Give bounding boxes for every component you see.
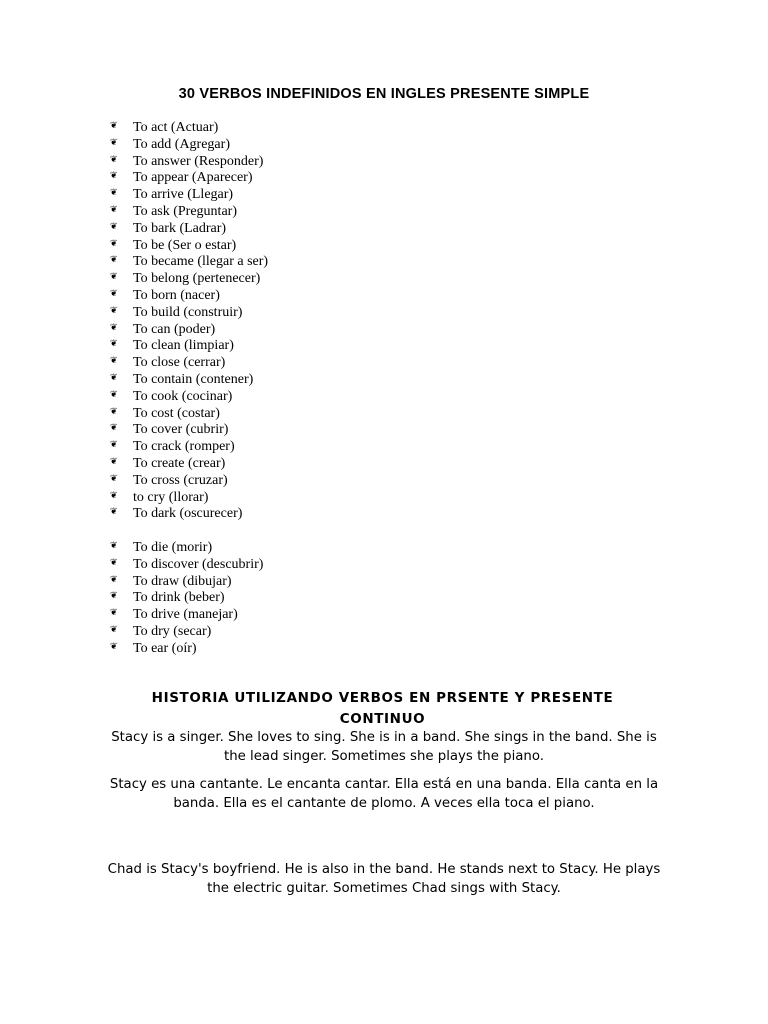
verb-list-item: [0, 355, 268, 372]
verb-list-item: [0, 557, 263, 574]
verb-text: To clean (limpiar): [133, 338, 234, 354]
verb-list-item: [0, 204, 268, 221]
verb-text: To became (llegar a ser): [133, 254, 269, 270]
verb-list-item: [0, 137, 268, 154]
story-paragraph-english-1: Stacy is a singer. She loves to sing. She is in a band. She sings in the band. She is the lead singer. Sometimes she plays the piano.: [111, 730, 657, 764]
bullet-icon: ❦: [110, 455, 118, 466]
bullet-icon: ❦: [110, 287, 118, 298]
bullet-icon: ❦: [110, 120, 118, 130]
verb-text: To close (cerrar): [133, 355, 226, 371]
verb-list-item: [0, 271, 268, 288]
bullet-icon: ❦: [110, 607, 118, 618]
verb-text: To act (Actuar): [133, 120, 219, 135]
verb-list-item: [0, 506, 268, 523]
verb-text: To cross (cruzar): [133, 472, 228, 488]
verb-list-item: [0, 322, 268, 339]
verb-text: To build (construir): [133, 304, 243, 320]
verb-list-item: [0, 221, 268, 238]
verb-list-item: [0, 154, 268, 171]
bullet-icon: ❦: [110, 623, 118, 634]
verb-text: To answer (Responder): [133, 153, 264, 169]
bullet-icon: ❦: [110, 405, 118, 416]
verb-text: To born (nacer): [133, 287, 220, 303]
verb-list-item: [0, 590, 263, 607]
bullet-icon: ❦: [110, 540, 118, 550]
verb-list-item: [0, 490, 268, 507]
verb-list-item: [0, 238, 268, 255]
verb-list-item: [0, 607, 263, 624]
verb-text: To arrive (Llegar): [133, 187, 234, 203]
bullet-icon: ❦: [110, 355, 118, 366]
bullet-icon: ❦: [110, 439, 118, 450]
bullet-icon: ❦: [110, 556, 118, 567]
verb-list-item: [0, 641, 263, 658]
verb-list-item: [0, 170, 268, 187]
verb-list-item: [0, 372, 268, 389]
story-paragraph-english-2: Chad is Stacy's boyfriend. He is also in the band. He stands next to Stacy. He plays the electric guitar. Sometimes Chad sings with Stacy.: [107, 862, 661, 896]
story-heading: HISTORIA UTILIZANDO VERBOS EN PRSENTE Y PRESENTE CONTINUO: [151, 690, 614, 727]
verb-text: To add (Agregar): [133, 136, 230, 152]
verb-text: To discover (descubrir): [133, 556, 264, 572]
verb-list-2: [0, 540, 263, 658]
bullet-icon: ❦: [110, 590, 118, 601]
verb-list-item: [0, 288, 268, 305]
verb-text: To ask (Preguntar): [133, 203, 237, 219]
verb-list-item: [0, 473, 268, 490]
bullet-icon: ❦: [110, 338, 118, 349]
bullet-icon: ❦: [110, 187, 118, 198]
bullet-icon: ❦: [110, 170, 118, 181]
bullet-icon: ❦: [110, 153, 118, 164]
bullet-icon: ❦: [110, 573, 118, 584]
bullet-icon: ❦: [110, 472, 118, 483]
bullet-icon: ❦: [110, 136, 118, 147]
verb-text: To cover (cubrir): [133, 422, 229, 438]
verb-list-item: [0, 624, 263, 641]
verb-list-item: [0, 389, 268, 406]
verb-list-item: [0, 187, 268, 204]
verb-text: To dark (oscurecer): [133, 506, 243, 522]
verb-list-item: [0, 574, 263, 591]
verb-list-item: [0, 422, 268, 439]
verb-text: To be (Ser o estar): [133, 237, 237, 253]
verb-text: To drink (beber): [133, 590, 225, 606]
verb-list-item: [0, 305, 268, 322]
verb-text: To can (poder): [133, 321, 216, 337]
bullet-icon: ❦: [110, 220, 118, 231]
bullet-icon: ❦: [110, 304, 118, 315]
verb-text: To ear (oír): [133, 640, 197, 656]
verb-text: To draw (dibujar): [133, 573, 232, 589]
verb-text: To appear (Aparecer): [133, 170, 253, 186]
verb-text: To create (crear): [133, 455, 226, 471]
verb-list-item: [0, 540, 263, 557]
verb-list-item: [0, 406, 268, 423]
verb-list-item: [0, 456, 268, 473]
verb-text: to cry (llorar): [133, 489, 209, 505]
verb-text: To belong (pertenecer): [133, 271, 261, 287]
bullet-icon: ❦: [110, 640, 118, 651]
verb-text: To drive (manejar): [133, 607, 238, 623]
bullet-icon: ❦: [110, 203, 118, 214]
bullet-icon: ❦: [110, 371, 118, 382]
verb-text: To crack (romper): [133, 439, 235, 455]
verb-list-item: [0, 254, 268, 271]
bullet-icon: ❦: [110, 271, 118, 282]
verb-text: To die (morir): [133, 540, 213, 555]
document-title: 30 VERBOS INDEFINIDOS EN INGLES PRESENTE SIMPLE: [178, 86, 590, 102]
verb-text: To bark (Ladrar): [133, 220, 227, 236]
story-paragraph-spanish: Stacy es una cantante. Le encanta cantar. Ella está en una banda. Ella canta en la banda. Ella es el cantante de plomo. A veces ella toca el piano.: [109, 777, 659, 811]
verb-text: To cost (costar): [133, 405, 220, 421]
verb-list-item: [0, 338, 268, 355]
verb-list-item: [0, 439, 268, 456]
bullet-icon: ❦: [110, 388, 118, 399]
bullet-icon: ❦: [110, 321, 118, 332]
verb-list-item: [0, 120, 268, 137]
bullet-icon: ❦: [110, 254, 118, 265]
verb-text: To dry (secar): [133, 623, 212, 639]
verb-list-1: [0, 120, 268, 523]
bullet-icon: ❦: [110, 237, 118, 248]
bullet-icon: ❦: [110, 506, 118, 517]
bullet-icon: ❦: [110, 422, 118, 433]
verb-text: To contain (contener): [133, 371, 254, 387]
bullet-icon: ❦: [110, 489, 118, 500]
verb-text: To cook (cocinar): [133, 388, 233, 404]
